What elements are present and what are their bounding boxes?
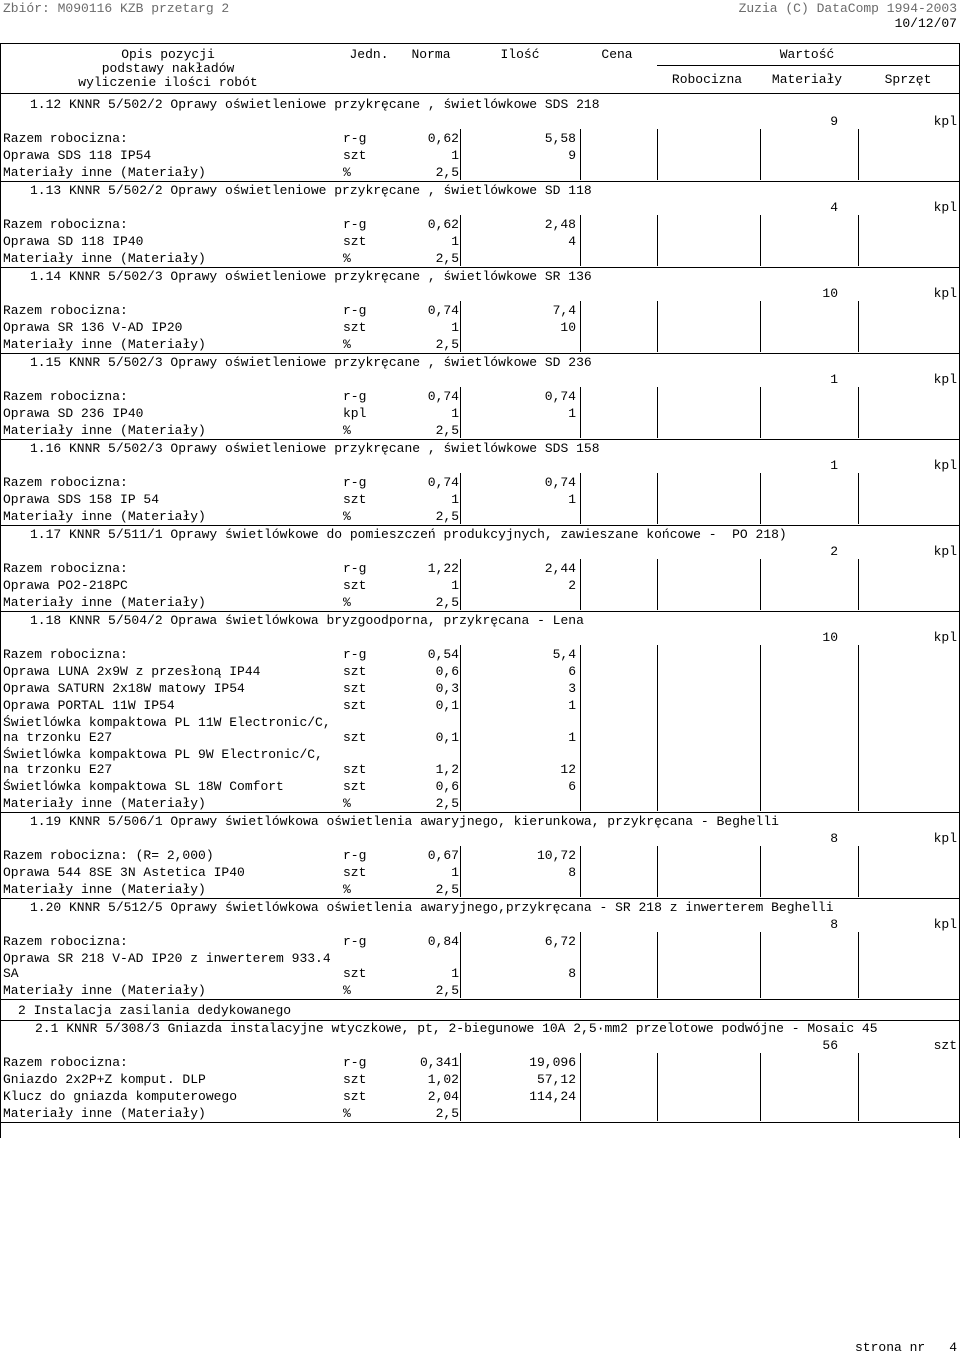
row-norm: 2,5 (435, 796, 459, 811)
column-divider (760, 387, 761, 438)
column-divider (580, 387, 581, 438)
row-unit: r-g (343, 848, 367, 863)
row-label: Oprawa LUNA 2x9W z przesłoną IP44 (3, 664, 261, 679)
row-unit: r-g (343, 131, 367, 146)
row-norm: 1 (451, 966, 459, 981)
row-unit: r-g (343, 475, 367, 490)
item-unit: kpl (933, 458, 957, 473)
column-divider (760, 215, 761, 266)
row-label: Razem robocizna: (3, 389, 128, 404)
item-separator (0, 1122, 960, 1123)
column-divider (460, 645, 461, 811)
row-unit: szt (343, 234, 367, 249)
column-divider (580, 645, 581, 811)
item-separator (0, 898, 960, 899)
column-divider (760, 846, 761, 897)
row-norm: 0,1 (435, 698, 459, 713)
column-header-labor: Robocizna (671, 72, 743, 87)
table-top-border (0, 43, 960, 44)
row-norm: 0,74 (427, 303, 459, 318)
row-label: Materiały inne (Materiały) (3, 1106, 206, 1121)
collection-name: Zbiór: M090116 KZB przetarg 2 (3, 1, 230, 16)
column-divider (858, 932, 859, 998)
row-norm: 2,5 (435, 983, 459, 998)
row-label: Razem robocizna: (3, 217, 128, 232)
column-divider (760, 645, 761, 811)
row-quantity: 1 (568, 492, 576, 507)
row-quantity: 8 (568, 865, 576, 880)
column-divider (760, 473, 761, 524)
column-header-materials: Materiały (771, 72, 843, 87)
item-unit: kpl (933, 544, 957, 559)
row-unit: % (343, 983, 351, 998)
row-unit: szt (343, 1089, 367, 1104)
row-norm: 2,5 (435, 882, 459, 897)
row-quantity: 6 (568, 664, 576, 679)
row-norm: 1 (451, 234, 459, 249)
row-norm: 2,5 (435, 509, 459, 524)
row-norm: 2,5 (435, 423, 459, 438)
row-quantity: 2,44 (544, 561, 576, 576)
row-unit: % (343, 165, 351, 180)
row-norm: 2,5 (435, 337, 459, 352)
row-label: Materiały inne (Materiały) (3, 882, 206, 897)
column-divider (657, 645, 658, 811)
row-quantity: 19,096 (529, 1055, 576, 1070)
row-unit: kpl (343, 406, 367, 421)
column-divider (657, 387, 658, 438)
row-label: Świetlówka kompaktowa PL 9W Electronic/C, (3, 747, 323, 762)
column-divider (858, 559, 859, 610)
column-divider (657, 559, 658, 610)
item-unit: szt (933, 1038, 957, 1053)
row-quantity: 57,12 (536, 1072, 576, 1087)
column-divider (460, 559, 461, 610)
item-unit: kpl (933, 630, 957, 645)
column-divider (760, 932, 761, 998)
section-title: 2 Instalacja zasilania dedykowanego (18, 1003, 292, 1018)
column-divider (657, 473, 658, 524)
column-header-description: Opis pozycji (121, 47, 215, 62)
row-unit: szt (343, 762, 367, 777)
column-divider (760, 129, 761, 180)
table-left-border (0, 43, 1, 1138)
page-label: strona nr (855, 1340, 926, 1355)
column-divider (460, 1053, 461, 1121)
item-unit: kpl (933, 114, 957, 129)
row-label: Klucz do gniazda komputerowego (3, 1089, 238, 1104)
row-unit: szt (343, 865, 367, 880)
row-unit: szt (343, 681, 367, 696)
row-norm: 2,5 (435, 251, 459, 266)
row-quantity: 1 (568, 730, 576, 745)
row-label: Materiały inne (Materiały) (3, 337, 206, 352)
row-label: Razem robocizna: (3, 475, 128, 490)
row-norm: 1,02 (427, 1072, 459, 1087)
column-divider (858, 215, 859, 266)
row-unit: szt (343, 148, 367, 163)
item-unit: kpl (933, 917, 957, 932)
row-norm: 1,22 (427, 561, 459, 576)
row-label: Oprawa 544 8SE 3N Astetica IP40 (3, 865, 245, 880)
row-quantity: 2 (568, 578, 576, 593)
row-unit: r-g (343, 647, 367, 662)
column-divider (657, 932, 658, 998)
item-title: 1.18 KNNR 5/504/2 Oprawa świetlówkowa bryzgoodporna, przykręcana - Lena (30, 613, 584, 628)
item-title: 2.1 KNNR 5/308/3 Gniazda instalacyjne wtyczkowe, pt, 2-biegunowe 10A 2,5·mm2 przelotowe podwójne - Mosaic 45 (35, 1021, 878, 1036)
row-label: Gniazdo 2x2P+Z komput. DLP (3, 1072, 206, 1087)
row-unit: r-g (343, 303, 367, 318)
row-unit: szt (343, 492, 367, 507)
row-unit: % (343, 1106, 351, 1121)
row-quantity: 6,72 (544, 934, 576, 949)
row-norm: 0,6 (435, 779, 459, 794)
row-quantity: 10,72 (536, 848, 576, 863)
row-norm: 0,341 (419, 1055, 459, 1070)
column-divider (460, 301, 461, 352)
item-title: 1.14 KNNR 5/502/3 Oprawy oświetleniowe przykręcane , świetlówkowe SR 136 (30, 269, 592, 284)
item-separator (0, 181, 960, 182)
item-separator (0, 267, 960, 268)
row-norm: 0,74 (427, 475, 459, 490)
item-unit: kpl (933, 372, 957, 387)
column-divider (657, 129, 658, 180)
row-quantity: 6 (568, 779, 576, 794)
row-label: Oprawa SDS 118 IP54 (3, 148, 152, 163)
item-title: 1.16 KNNR 5/502/3 Oprawy oświetleniowe przykręcane , świetlówkowe SDS 158 (30, 441, 600, 456)
row-label: Oprawa SD 236 IP40 (3, 406, 144, 421)
row-label: Oprawa SDS 158 IP 54 (3, 492, 160, 507)
column-divider (760, 301, 761, 352)
item-separator (0, 999, 960, 1000)
row-norm: 1 (451, 406, 459, 421)
item-quantity: 10 (822, 286, 838, 301)
item-quantity: 8 (830, 831, 838, 846)
row-unit: r-g (343, 389, 367, 404)
row-label: Świetlówka kompaktowa SL 18W Comfort (3, 779, 284, 794)
item-quantity: 56 (822, 1038, 838, 1053)
value-header-rule (657, 65, 960, 66)
row-label: Materiały inne (Materiały) (3, 509, 206, 524)
row-norm: 0,1 (435, 730, 459, 745)
column-divider (657, 846, 658, 897)
row-quantity: 0,74 (544, 475, 576, 490)
row-label: Oprawa PO2-218PC (3, 578, 128, 593)
row-norm: 0,62 (427, 217, 459, 232)
item-separator (0, 525, 960, 526)
column-header-value: Wartość (779, 47, 835, 62)
row-unit: r-g (343, 561, 367, 576)
column-divider (460, 387, 461, 438)
row-label: SA (3, 966, 19, 981)
column-divider (858, 1053, 859, 1121)
row-unit: szt (343, 730, 367, 745)
row-norm: 0,74 (427, 389, 459, 404)
row-quantity: 4 (568, 234, 576, 249)
column-header-price: Cena (601, 47, 633, 62)
row-quantity: 10 (560, 320, 576, 335)
row-quantity: 7,4 (552, 303, 576, 318)
row-norm: 1 (451, 320, 459, 335)
item-separator (0, 812, 960, 813)
row-unit: szt (343, 320, 367, 335)
row-label: Razem robocizna: (3, 131, 128, 146)
row-unit: % (343, 882, 351, 897)
row-unit: % (343, 423, 351, 438)
row-unit: r-g (343, 217, 367, 232)
row-quantity: 5,4 (552, 647, 576, 662)
row-label: na trzonku E27 (3, 730, 113, 745)
row-unit: szt (343, 664, 367, 679)
row-unit: % (343, 337, 351, 352)
column-divider (657, 215, 658, 266)
item-unit: kpl (933, 831, 957, 846)
row-norm: 0,3 (435, 681, 459, 696)
row-label: Razem robocizna: (3, 647, 128, 662)
column-divider (858, 846, 859, 897)
item-unit: kpl (933, 286, 957, 301)
row-unit: % (343, 595, 351, 610)
column-divider (858, 645, 859, 811)
row-unit: % (343, 509, 351, 524)
column-divider (580, 301, 581, 352)
column-divider (760, 559, 761, 610)
table-header-rule (0, 93, 960, 94)
row-norm: 0,84 (427, 934, 459, 949)
print-date: 10/12/07 (894, 16, 957, 31)
column-divider (580, 129, 581, 180)
row-unit: % (343, 251, 351, 266)
item-quantity: 8 (830, 917, 838, 932)
column-divider (460, 129, 461, 180)
column-header-equipment: Sprzęt (884, 72, 932, 87)
row-label: Oprawa SR 136 V-AD IP20 (3, 320, 183, 335)
row-unit: szt (343, 779, 367, 794)
row-label: Materiały inne (Materiały) (3, 595, 206, 610)
row-unit: szt (343, 966, 367, 981)
row-label: Materiały inne (Materiały) (3, 983, 206, 998)
row-quantity: 1 (568, 698, 576, 713)
column-divider (858, 301, 859, 352)
row-quantity: 3 (568, 681, 576, 696)
column-divider (580, 215, 581, 266)
row-norm: 1,2 (435, 762, 459, 777)
row-label: Razem robocizna: (R= 2,000) (3, 848, 214, 863)
row-label: Razem robocizna: (3, 561, 128, 576)
column-divider (460, 215, 461, 266)
row-label: Oprawa PORTAL 11W IP54 (3, 698, 175, 713)
column-divider (460, 473, 461, 524)
row-quantity: 9 (568, 148, 576, 163)
item-separator (0, 611, 960, 612)
row-unit: szt (343, 1072, 367, 1087)
item-quantity: 10 (822, 630, 838, 645)
row-unit: r-g (343, 934, 367, 949)
item-title: 1.20 KNNR 5/512/5 Oprawy świetlówkowa oświetlenia awaryjnego,przykręcana - SR 218 z inwerterem Beghelli (30, 900, 834, 915)
row-unit: r-g (343, 1055, 367, 1070)
row-label: Razem robocizna: (3, 1055, 128, 1070)
item-title: 1.15 KNNR 5/502/3 Oprawy oświetleniowe przykręcane , świetlówkowe SD 236 (30, 355, 592, 370)
item-quantity: 4 (830, 200, 838, 215)
column-divider (580, 932, 581, 998)
row-label: Razem robocizna: (3, 303, 128, 318)
row-quantity: 2,48 (544, 217, 576, 232)
row-quantity: 1 (568, 406, 576, 421)
row-norm: 0,67 (427, 848, 459, 863)
column-divider (580, 846, 581, 897)
item-title: 1.17 KNNR 5/511/1 Oprawy świetlówkowe do pomieszczeń produkcyjnych, zawieszane końcowe - PO 218) (30, 527, 787, 542)
row-unit: szt (343, 578, 367, 593)
column-divider (760, 1053, 761, 1121)
row-label: Oprawa SD 118 IP40 (3, 234, 144, 249)
row-label: Materiały inne (Materiały) (3, 423, 206, 438)
column-header-description: wyliczenie ilości robót (78, 75, 258, 90)
column-divider (460, 846, 461, 897)
row-norm: 1 (451, 492, 459, 507)
row-unit: szt (343, 698, 367, 713)
row-label: Świetlówka kompaktowa PL 11W Electronic/C, (3, 715, 331, 730)
column-header-description: podstawy nakładów (101, 61, 235, 76)
item-quantity: 1 (830, 372, 838, 387)
item-unit: kpl (933, 200, 957, 215)
item-quantity: 1 (830, 458, 838, 473)
row-norm: 0,54 (427, 647, 459, 662)
item-title: 1.13 KNNR 5/502/2 Oprawy oświetleniowe przykręcane , świetlówkowe SD 118 (30, 183, 592, 198)
item-title: 1.19 KNNR 5/506/1 Oprawy świetlówkowa oświetlenia awaryjnego, kierunkowa, przykręcana - Beghelli (30, 814, 779, 829)
row-label: Materiały inne (Materiały) (3, 796, 206, 811)
column-header-norm: Norma (411, 47, 451, 62)
row-norm: 2,5 (435, 165, 459, 180)
row-label: na trzonku E27 (3, 762, 113, 777)
row-norm: 1 (451, 865, 459, 880)
column-divider (580, 473, 581, 524)
column-divider (580, 559, 581, 610)
item-separator (0, 439, 960, 440)
row-norm: 1 (451, 148, 459, 163)
column-divider (460, 932, 461, 998)
row-quantity: 12 (560, 762, 576, 777)
row-unit: % (343, 796, 351, 811)
row-label: Razem robocizna: (3, 934, 128, 949)
column-divider (858, 129, 859, 180)
row-quantity: 5,58 (544, 131, 576, 146)
row-label: Oprawa SATURN 2x18W matowy IP54 (3, 681, 245, 696)
column-divider (858, 387, 859, 438)
column-divider (657, 1053, 658, 1121)
item-title: 1.12 KNNR 5/502/2 Oprawy oświetleniowe przykręcane , świetlówkowe SDS 218 (30, 97, 600, 112)
column-divider (858, 473, 859, 524)
row-norm: 0,62 (427, 131, 459, 146)
row-norm: 1 (451, 578, 459, 593)
row-label: Materiały inne (Materiały) (3, 251, 206, 266)
item-separator (0, 353, 960, 354)
item-quantity: 9 (830, 114, 838, 129)
row-label: Materiały inne (Materiały) (3, 165, 206, 180)
page-number: 4 (949, 1340, 957, 1355)
column-divider (657, 301, 658, 352)
column-divider (580, 1053, 581, 1121)
item-quantity: 2 (830, 544, 838, 559)
row-norm: 0,6 (435, 664, 459, 679)
row-quantity: 0,74 (544, 389, 576, 404)
software-credit: Zuzia (C) DataComp 1994-2003 (738, 1, 957, 16)
row-quantity: 8 (568, 966, 576, 981)
row-norm: 2,04 (427, 1089, 459, 1104)
row-norm: 2,5 (435, 1106, 459, 1121)
row-label: Oprawa SR 218 V-AD IP20 z inwerterem 933.4 (3, 951, 331, 966)
column-header-quantity: Ilość (500, 47, 540, 62)
row-quantity: 114,24 (529, 1089, 576, 1104)
row-norm: 2,5 (435, 595, 459, 610)
column-header-unit: Jedn. (349, 47, 389, 62)
